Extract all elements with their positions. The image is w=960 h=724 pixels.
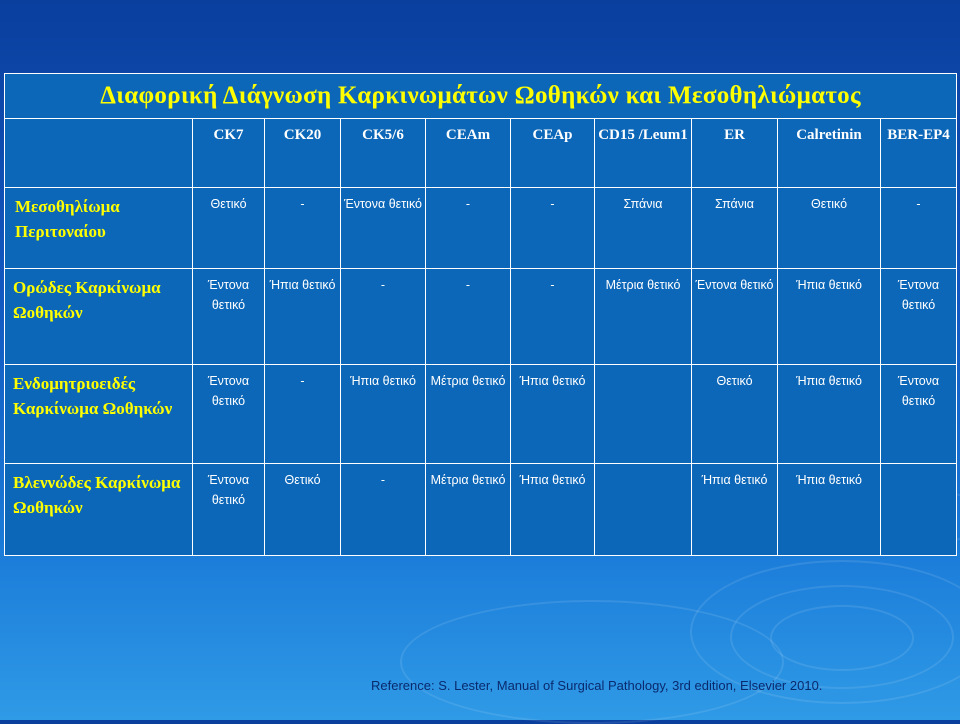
table-cell: Θετικό: [265, 464, 341, 556]
corner-cell: [5, 119, 193, 188]
row-label: Ενδομητριοειδές Καρκίνωμα Ωοθηκών: [5, 365, 193, 464]
table-cell: Έντονα θετικό: [881, 269, 957, 365]
table-cell: Μέτρια θετικό: [426, 365, 511, 464]
table-cell: Έντονα θετικό: [193, 464, 265, 556]
slide-title: Διαφορική Διάγνωση Καρκινωμάτων Ωοθηκών και Μεσοθηλιώματος: [5, 74, 957, 119]
table-cell: -: [426, 188, 511, 269]
ripple-decoration-3: [770, 605, 914, 671]
table-cell: Ήπια θετικό: [265, 269, 341, 365]
ripple-decoration-4: [400, 600, 784, 724]
column-header: CK5/6: [341, 119, 426, 188]
column-header: CEAm: [426, 119, 511, 188]
table-cell: Έντονα θετικό: [881, 365, 957, 464]
column-header: CK20: [265, 119, 341, 188]
table-row: [5, 188, 957, 269]
table-row: [5, 365, 957, 464]
table-cell: Ήπια θετικό: [341, 365, 426, 464]
table-cell: Θετικό: [778, 188, 881, 269]
row-label: Ορώδες Καρκίνωμα Ωοθηκών: [5, 269, 193, 365]
table-cell: Έντονα θετικό: [341, 188, 426, 269]
column-header: CD15 /Leum1: [595, 119, 692, 188]
table-cell: Μέτρια θετικό: [595, 269, 692, 365]
table-cell: Ήπια θετικό: [778, 464, 881, 556]
differential-diagnosis-table: [4, 73, 957, 556]
table-cell: Έντονα θετικό: [193, 365, 265, 464]
table-cell: Ήπια θετικό: [511, 365, 595, 464]
row-label: Μεσοθηλίωμα Περιτοναίου: [5, 188, 193, 269]
table-cell: -: [426, 269, 511, 365]
column-header: CEAp: [511, 119, 595, 188]
column-header: CK7: [193, 119, 265, 188]
table-cell: -: [341, 269, 426, 365]
table-cell: -: [265, 188, 341, 269]
table-cell: Ήπια θετικό: [778, 269, 881, 365]
column-header: BER-EP4: [881, 119, 957, 188]
table-cell: Σπάνια: [595, 188, 692, 269]
table-cell: [881, 464, 957, 556]
table-cell: Σπάνια: [692, 188, 778, 269]
table-cell: -: [265, 365, 341, 464]
column-header: Calretinin: [778, 119, 881, 188]
table-cell: -: [881, 188, 957, 269]
column-header: ER: [692, 119, 778, 188]
table-cell: -: [341, 464, 426, 556]
table-cell: Έντονα θετικό: [193, 269, 265, 365]
table-cell: Ήπια θετικό: [511, 464, 595, 556]
reference-note: Reference: S. Lester, Manual of Surgical Pathology, 3rd edition, Elsevier 2010.: [371, 678, 823, 693]
table-cell: Ήπια θετικό: [692, 464, 778, 556]
table-row: [5, 464, 957, 556]
table-cell: Μέτρια θετικό: [426, 464, 511, 556]
table-cell: Έντονα θετικό: [692, 269, 778, 365]
table-cell: -: [511, 269, 595, 365]
table-row: [5, 269, 957, 365]
header-row: [5, 119, 957, 188]
table-cell: Ήπια θετικό: [778, 365, 881, 464]
row-label: Βλεννώδες Καρκίνωμα Ωοθηκών: [5, 464, 193, 556]
table-cell: [595, 365, 692, 464]
table-cell: -: [511, 188, 595, 269]
table-cell: [595, 464, 692, 556]
table-cell: Θετικό: [193, 188, 265, 269]
table-cell: Θετικό: [692, 365, 778, 464]
